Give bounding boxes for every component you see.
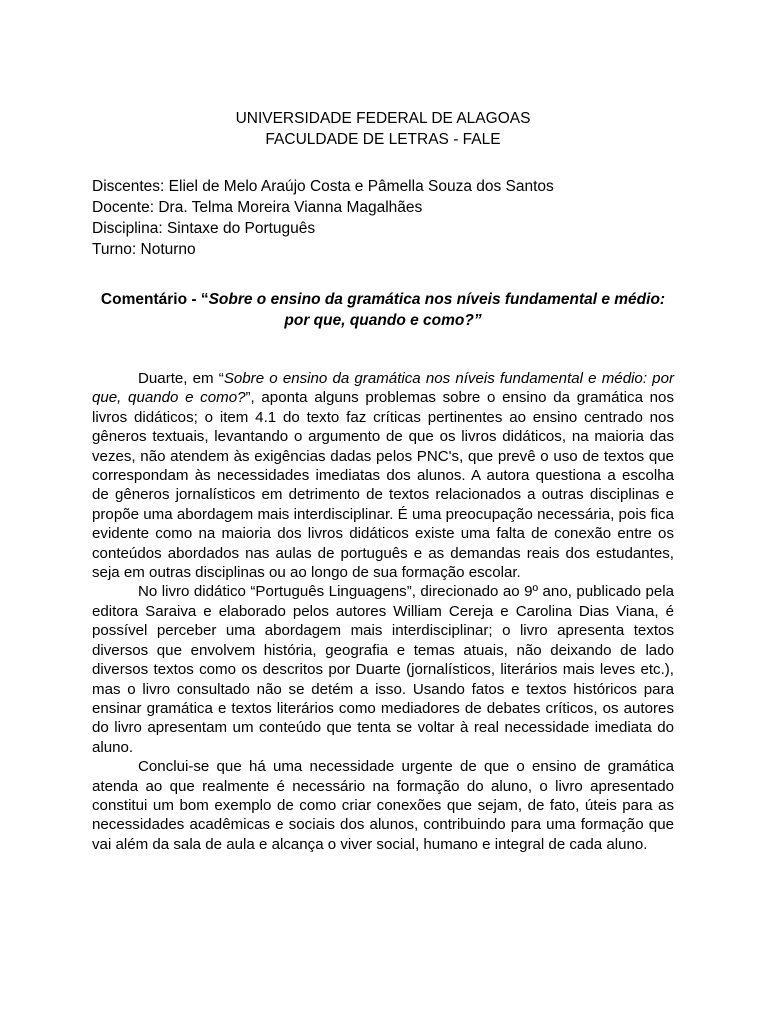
paragraph-3: Conclui-se que há uma necessidade urgente de que o ensino de gramática atenda ao que realmente é necessário na formação do aluno, o livro apresentado constitui um bom exemplo de como criar conexões que sejam, de fato, úteis para as necessidades acadêmicas e sociais dos alunos, contribuindo para uma formação que vai além da sala de aula e alcança o viver social, humano e integral de cada aluno. [92,758,674,853]
subject-line: Disciplina: Sintaxe do Português [92,220,316,237]
document-body [92,369,674,854]
document-header [92,108,674,150]
paragraph-1 [92,369,674,582]
course-info [92,176,674,260]
document-page [92,108,674,854]
teacher-line: Docente: Dra. Telma Moreira Vianna Magalhães [92,199,423,216]
faculty-name: FACULDADE DE LETRAS - FALE [265,131,501,148]
students-line: Discentes: Eliel de Melo Araújo Costa e Pâmella Souza dos Santos [92,178,554,195]
title-italic: Sobre o ensino da gramática nos níveis fundamental e médio: por que, quando e como?” [208,291,666,329]
paragraph-1-rest: ”, aponta alguns problemas sobre o ensino da gramática nos livros didáticos; o item 4.1 do texto faz críticas pertinentes ao ensino centrado nos gêneros textuais, levantando o argumento de que os livros didáticos, na maioria das vezes, não atendem às exigências dadas pelos PNC's, que prevê o uso de textos que correspondam às necessidades imediatas dos alunos. A autora questiona a escolha de gêneros jornalísticos em detrimento de textos relacionados a outras disciplinas e propõe uma abordagem mais interdisciplinar. É uma preocupação necessária, pois fica evidente como na maioria dos livros didáticos existe uma falta de conexão entre os conteúdos abordados nas aulas de português e as demandas reais dos estudantes, seja em outras disciplinas ou ao longo de sua formação escolar. [92,389,674,582]
university-name: UNIVERSIDADE FEDERAL DE ALAGOAS [235,110,531,127]
document-title [92,289,674,331]
paragraph-1-lead: Duarte, em “ [138,370,224,387]
paragraph-2: No livro didático “Português Linguagens”, direcionado ao 9º ano, publicado pela editora Saraiva e elaborado pelos autores William Cereja e Carolina Dias Viana, é possível perceber uma abordagem mais interdisciplinar; o livro apresenta textos diversos que envolvem história, geografia e temas atuais, não deixando de lado diversos textos como os descritos por Duarte (jornalísticos, literários mais leves etc.), mas o livro consultado não se detém a isso. Usando fatos e textos históricos para ensinar gramática e textos literários como mediadores de debates críticos, os autores do livro apresentam um conteúdo que tenta se voltar à real necessidade imediata do aluno. [92,583,674,756]
shift-line: Turno: Noturno [92,241,196,258]
title-prefix: Comentário - “ [100,291,209,308]
paragraph-1-italic: Sobre o ensino da gramática nos níveis fundamental e médio: por que, quando e como? [92,370,674,407]
